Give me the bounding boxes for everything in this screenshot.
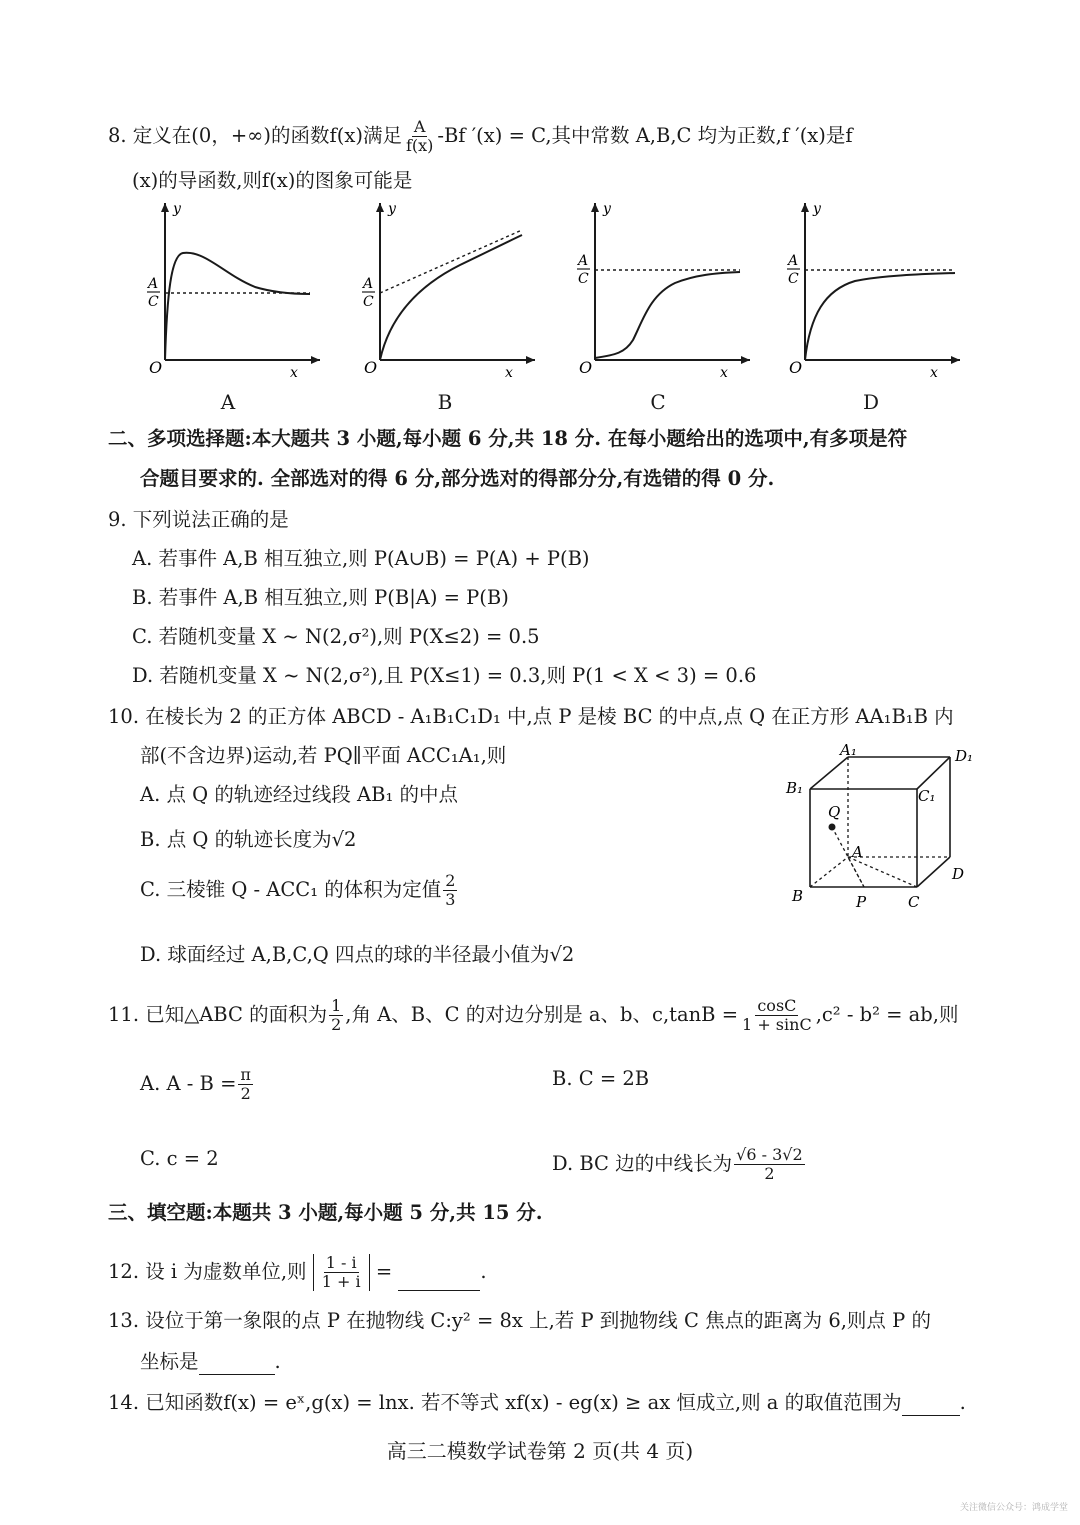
q11-d-fraction: $\frac{√6 - 3√2}{2}$ <box>736 1145 803 1183</box>
cube-label-a: A <box>852 843 863 861</box>
graph-d-origin: O <box>789 358 803 377</box>
q9-option-c: C. 若随机变量 X ~ N(2,σ²),则 P(X≤2) = 0.5 <box>132 625 540 648</box>
q10-line1: 10. 在棱长为 2 的正方体 ABCD - A₁B₁C₁D₁ 中,点 P 是棱 BC 的中点,点 Q 在正方形 AA₁B₁B 内 <box>108 705 954 728</box>
graph-b-ac-num: A <box>363 276 374 292</box>
q10-option-a: A. 点 Q 的轨迹经过线段 AB₁ 的中点 <box>140 783 458 806</box>
graph-b-origin: O <box>364 358 378 377</box>
q9-option-a: A. 若事件 A,B 相互独立,则 P(A∪B) = P(A) + P(B) <box>132 547 590 570</box>
page-footer: 高三二模数学试卷第 2 页(共 4 页) <box>386 1439 694 1463</box>
graph-d-ac-den: C <box>788 271 799 287</box>
cube-label-p: P <box>856 893 867 911</box>
q9-option-d: D. 若随机变量 X ~ N(2,σ²),且 P(X≤1) = 0.3,则 P(1 < X < 3) = 0.6 <box>132 664 757 687</box>
q14-line: 14. 已知函数f(x) = eˣ,g(x) = lnx. 若不等式 xf(x) - eg(x) ≥ ax 恒成立,则 a 的取值范围为 . <box>108 1391 966 1414</box>
graph-a-origin: O <box>149 358 163 377</box>
graph-c-origin: O <box>579 358 593 377</box>
cube-label-c1: C₁ <box>918 787 936 805</box>
graph-a-ac-den: C <box>148 294 159 310</box>
graph-d-ac-num: A <box>788 253 799 269</box>
cube-label-a1: A₁ <box>840 741 857 759</box>
graph-a <box>135 195 325 380</box>
q11-area-fraction: $\frac{1}{2}$ <box>331 996 342 1034</box>
q11-option-a: A. A - B = $\frac{\pi}{2}$ <box>140 1065 251 1103</box>
q11-stem: 11. 已知△ABC 的面积为 $\frac{1}{2}$ ,角 A、B、C 的对边分别是 a、b、c,tanB = $\frac{\cos C}{1 + \sin C}$ ,c² - b² = ab,则 <box>108 996 959 1034</box>
cube-label-c: C <box>908 893 920 911</box>
q8-fraction: $\frac{A}{f(x)}$ <box>405 117 434 155</box>
q10-option-b: B. 点 Q 的轨迹长度为√2 <box>140 828 357 851</box>
graph-c <box>565 195 755 380</box>
section3-heading: 三、填空题:本题共 3 小题,每小题 5 分,共 15 分. <box>108 1201 543 1224</box>
q8-line1: 8. 定义在(0，+∞)的函数f(x)满足 $\frac{A}{f(x)}$ -Bf ′(x) = C,其中常数 A,B,C 均为正数,f ′(x)是f <box>108 117 853 155</box>
q10-option-d: D. 球面经过 A,B,C,Q 四点的球的半径最小值为√2 <box>140 943 575 966</box>
q10-option-c: C. 三棱锥 Q - ACC₁ 的体积为定值 $\frac{2}{3}$ <box>140 871 456 909</box>
graph-a-ac-num: A <box>148 276 159 292</box>
q11-tan-fraction: $\frac{\cos C}{1 + \sin C}$ <box>742 996 812 1034</box>
q11-option-d: D. BC 边的中线长为 $\frac{√6 - 3√2}{2}$ <box>552 1145 803 1183</box>
graph-d-x: x <box>930 365 938 380</box>
graph-a-y: y <box>173 201 181 217</box>
cube-label-b1: B₁ <box>786 779 804 797</box>
q13-line2: 坐标是 . <box>140 1350 281 1373</box>
graph-a-x: x <box>290 365 298 380</box>
graph-d <box>775 195 965 380</box>
graph-label-c: C <box>650 390 666 414</box>
cube-label-d: D <box>952 865 965 883</box>
graph-c-ac-den: C <box>578 271 589 287</box>
graph-d-y: y <box>813 201 821 217</box>
graph-label-a: A <box>220 390 236 414</box>
cube-label-b: B <box>792 887 804 905</box>
graph-b <box>350 195 540 380</box>
graph-label-d: D <box>862 390 880 414</box>
q9-option-b: B. 若事件 A,B 相互独立,则 P(B|A) = P(B) <box>132 586 509 609</box>
graph-c-x: x <box>720 365 728 380</box>
q13-line1: 13. 设位于第一象限的点 P 在抛物线 C:y² = 8x 上,若 P 到抛物线 C 焦点的距离为 6,则点 P 的 <box>108 1309 931 1332</box>
graph-c-ac-num: A <box>578 253 589 269</box>
graph-b-ac-den: C <box>363 294 374 310</box>
q11-option-b: B. C = 2B <box>552 1067 650 1090</box>
q11-a-fraction: $\frac{\pi}{2}$ <box>240 1065 251 1103</box>
q9-stem: 9. 下列说法正确的是 <box>108 508 289 531</box>
q10-c-fraction: $\frac{2}{3}$ <box>445 871 456 909</box>
section2-line1: 二、多项选择题:本大题共 3 小题,每小题 6 分,共 18 分. 在每小题给出的选项中,有多项是符 <box>108 427 908 450</box>
q10-line2: 部(不含边界)运动,若 PQ∥平面 ACC₁A₁,则 <box>140 744 507 767</box>
cube-label-q: Q <box>828 803 841 821</box>
corner-watermark: 关注微信公众号：鸿成学堂 <box>960 1503 1069 1513</box>
q11-option-c: C. c = 2 <box>140 1147 219 1170</box>
q13-answer-blank[interactable] <box>199 1352 275 1375</box>
q12-answer-blank[interactable] <box>398 1268 480 1291</box>
graph-c-y: y <box>603 201 611 217</box>
graph-b-x: x <box>505 365 513 380</box>
q12-absolute-value: $\frac{1 - i}{1 + i}$ <box>313 1254 370 1291</box>
graph-label-b: B <box>437 390 453 414</box>
q12-stem: 12. 设 i 为虚数单位,则 $\frac{1 - i}{1 + i}$ = . <box>108 1253 487 1291</box>
graph-b-y: y <box>388 201 396 217</box>
q14-answer-blank[interactable] <box>902 1393 960 1416</box>
cube-label-d1: D₁ <box>955 747 974 765</box>
q8-line2: (x)的导函数,则f(x)的图象可能是 <box>132 169 413 192</box>
section2-line2: 合题目要求的. 全部选对的得 6 分,部分选对的得部分分,有选错的得 0 分. <box>140 467 775 490</box>
cube-figure <box>780 735 980 915</box>
